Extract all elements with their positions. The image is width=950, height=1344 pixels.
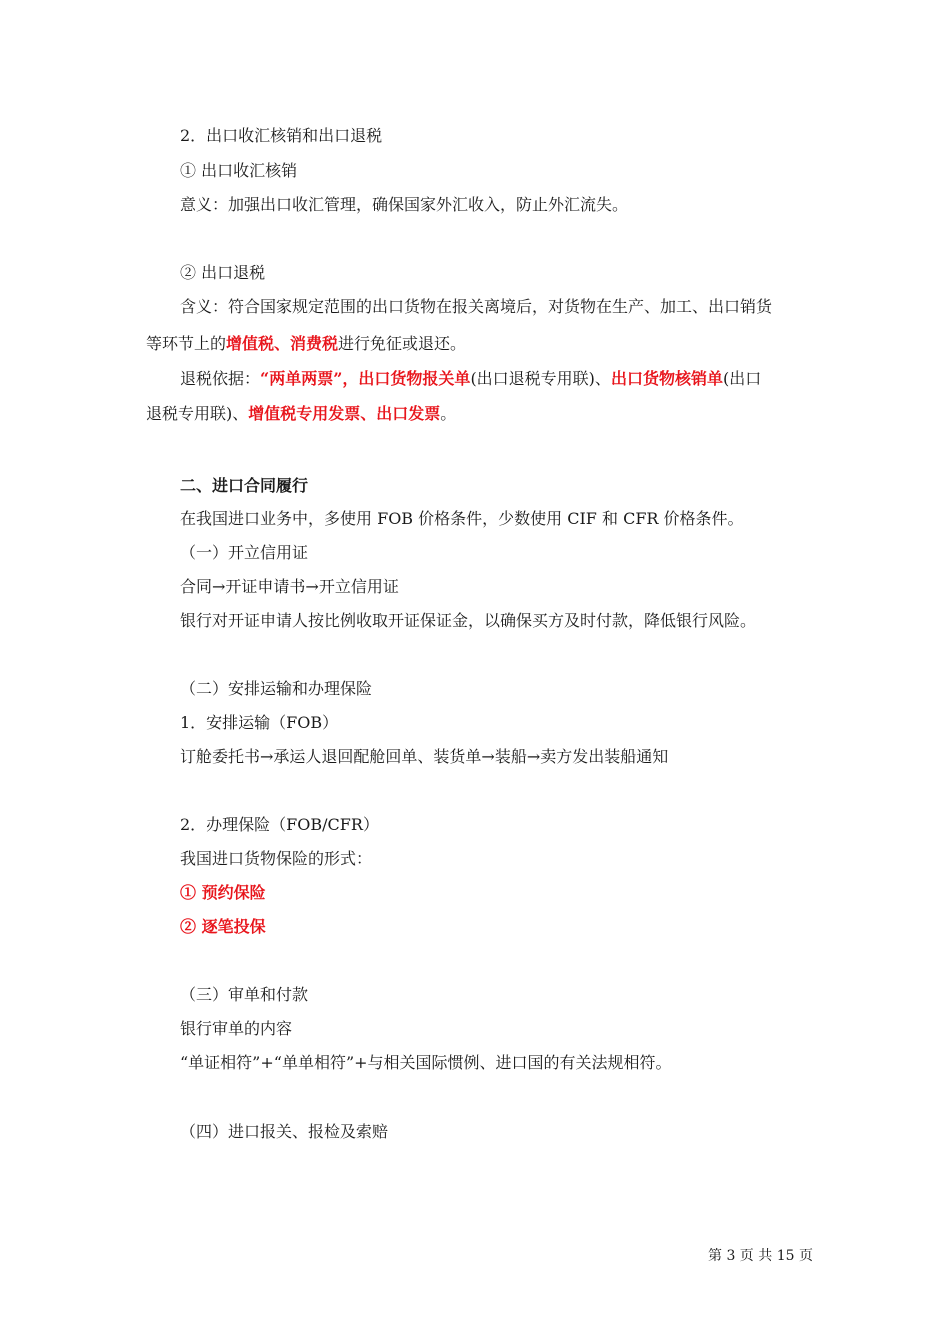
subheading: 1．安排运输（FOB） — [180, 713, 339, 732]
paragraph: 合同→开证申请书→开立信用证 — [180, 577, 399, 596]
paragraph-line — [146, 404, 456, 424]
text: 退税依据： — [180, 369, 261, 388]
highlight-text: 增值税、消费税 — [226, 334, 339, 353]
subheading: 2．办理保险（FOB/CFR） — [180, 815, 379, 834]
subheading: （四）进口报关、报检及索赔 — [180, 1122, 389, 1141]
part-title: 二、进口合同履行 — [180, 476, 309, 495]
paragraph: 意义：加强出口收汇管理，确保国家外汇收入，防止外汇流失。 — [180, 195, 629, 214]
paragraph: 订舱委托书→承运人退回配舱回单、装货单→装船→卖方发出装船通知 — [180, 747, 669, 766]
paragraph: 银行对开证申请人按比例收取开证保证金，以确保买方及时付款，降低银行风险。 — [180, 611, 757, 630]
highlight-text: 出口货物核销单 — [610, 369, 723, 388]
paragraph-line — [146, 334, 466, 354]
text: 进行免征或退还。 — [338, 334, 467, 353]
paragraph: 银行审单的内容 — [180, 1019, 293, 1038]
list-item: ② 逐笔投保 — [180, 917, 266, 936]
text: 等环节上的 — [146, 334, 227, 353]
subheading: （三）审单和付款 — [180, 985, 309, 1004]
paragraph: “单证相符”+“单单相符”+与相关国际惯例、进口国的有关法规相符。 — [180, 1053, 672, 1072]
section-heading: 2．出口收汇核销和出口退税 — [180, 126, 383, 145]
subheading: （一）开立信用证 — [180, 543, 309, 562]
text: (出口退税专用联)、 — [470, 369, 611, 388]
highlight-text: “两单两票”，出口货物报关单 — [260, 369, 471, 388]
paragraph: 含义：符合国家规定范围的出口货物在报关离境后，对货物在生产、加工、出口销货 — [180, 297, 773, 316]
paragraph-line — [180, 369, 761, 389]
page-number: 第 3 页 共 15 页 — [708, 1248, 813, 1264]
paragraph: 在我国进口业务中，多使用 FOB 价格条件，少数使用 CIF 和 CFR 价格条件。 — [180, 509, 744, 528]
subheading: （二）安排运输和办理保险 — [180, 679, 373, 698]
paragraph: 我国进口货物保险的形式： — [180, 849, 373, 868]
text: (出口 — [722, 369, 762, 388]
highlight-text: 增值税专用发票、出口发票 — [248, 404, 441, 423]
text: 。 — [440, 404, 457, 423]
subheading: ① 出口收汇核销 — [180, 161, 298, 180]
subheading: ② 出口退税 — [180, 263, 266, 282]
text: 退税专用联)、 — [146, 404, 249, 423]
list-item: ① 预约保险 — [180, 883, 266, 902]
